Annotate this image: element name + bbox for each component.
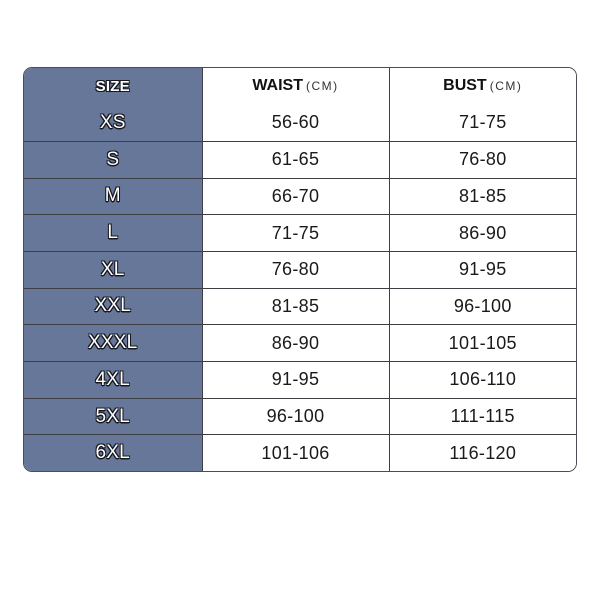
bust-cell: 71-75 (389, 105, 576, 142)
bust-cell: 81-85 (389, 178, 576, 215)
size-cell: M (24, 178, 202, 215)
size-cell: XS (24, 105, 202, 142)
table-row (24, 362, 576, 399)
table-row (24, 251, 576, 288)
size-cell: XXL (24, 288, 202, 325)
size-cell: L (24, 215, 202, 252)
waist-cell: 96-100 (202, 398, 389, 435)
size-cell: XXXL (24, 325, 202, 362)
waist-cell: 66-70 (202, 178, 389, 215)
bust-cell: 86-90 (389, 215, 576, 252)
waist-header-label: WAIST (252, 77, 303, 95)
header-row (24, 68, 576, 105)
waist-cell: 76-80 (202, 251, 389, 288)
size-cell: S (24, 141, 202, 178)
table-row (24, 435, 576, 472)
bust-cell: 96-100 (389, 288, 576, 325)
bust-header-unit: (CM) (489, 79, 523, 94)
bust-header (389, 68, 576, 105)
waist-cell: 101-106 (202, 435, 389, 472)
waist-header-unit: (CM) (306, 79, 339, 94)
size-cell: 5XL (24, 398, 202, 435)
bust-cell: 106-110 (389, 362, 576, 399)
table-row (24, 178, 576, 215)
size-cell: XL (24, 251, 202, 288)
bust-cell: 116-120 (389, 435, 576, 472)
waist-cell: 86-90 (202, 325, 389, 362)
bust-header-label: BUST (443, 77, 487, 95)
waist-header (202, 68, 389, 105)
bust-cell: 101-105 (389, 325, 576, 362)
waist-cell: 71-75 (202, 215, 389, 252)
waist-cell: 61-65 (202, 141, 389, 178)
waist-cell: 56-60 (202, 105, 389, 142)
waist-cell: 81-85 (202, 288, 389, 325)
table-row (24, 141, 576, 178)
size-table (24, 68, 576, 472)
size-cell: 4XL (24, 362, 202, 399)
size-header: SIZE (24, 68, 202, 105)
bust-cell: 111-115 (389, 398, 576, 435)
table-row (24, 215, 576, 252)
size-cell: 6XL (24, 435, 202, 472)
table-row (24, 105, 576, 142)
table-row (24, 398, 576, 435)
table-row (24, 288, 576, 325)
table-row (24, 325, 576, 362)
size-chart (23, 67, 577, 472)
bust-cell: 91-95 (389, 251, 576, 288)
bust-cell: 76-80 (389, 141, 576, 178)
waist-cell: 91-95 (202, 362, 389, 399)
